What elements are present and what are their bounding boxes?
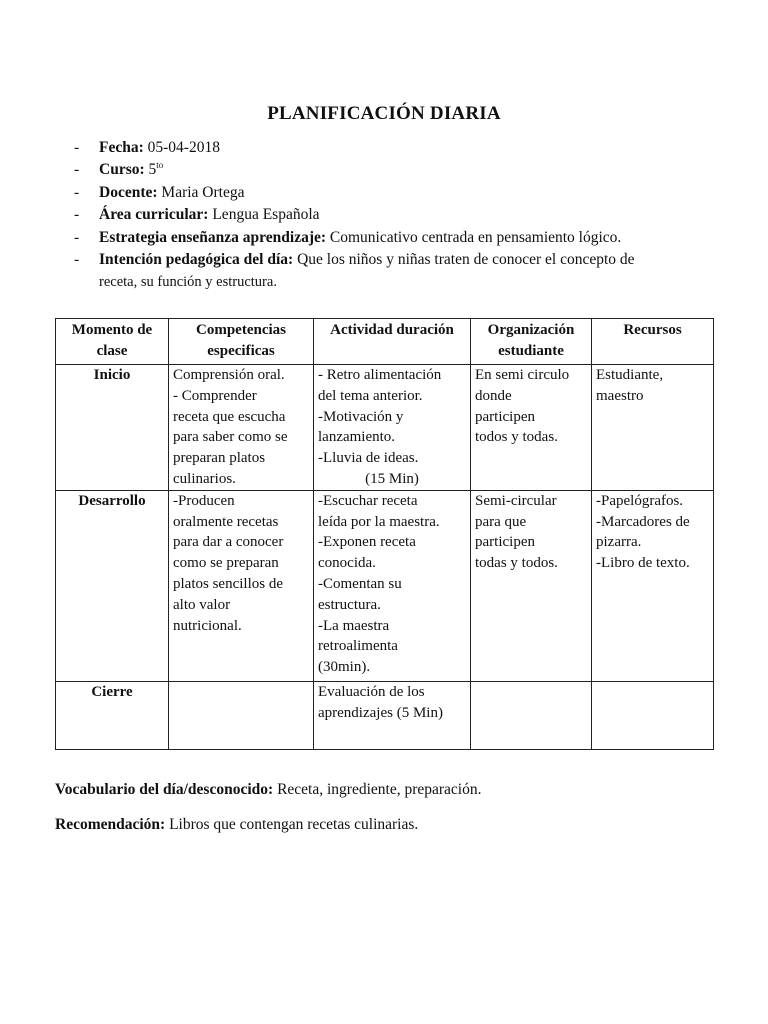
info-area: - Área curricular: Lengua Española bbox=[74, 206, 320, 224]
vocabulario-value: Receta, ingrediente, preparación. bbox=[277, 781, 482, 798]
cell-line: Semi-circular bbox=[475, 492, 557, 509]
cell-line: del tema anterior. bbox=[318, 387, 423, 404]
page-title: PLANIFICACIÓN DIARIA bbox=[267, 103, 501, 124]
table-header-row bbox=[56, 319, 714, 365]
area-value: Lengua Española bbox=[212, 206, 320, 224]
cell-line: donde bbox=[475, 387, 512, 404]
cell-line: todas y todos. bbox=[475, 555, 558, 572]
momento-desarrollo: Desarrollo bbox=[56, 490, 169, 681]
cell-line: Estudiante, bbox=[596, 367, 664, 383]
cell-line: - Comprender bbox=[173, 387, 257, 404]
organizacion-cierre bbox=[471, 681, 592, 749]
header-competencias: Competencias especificas bbox=[169, 319, 314, 365]
info-estrategia: - Estrategia enseñanza aprendizaje: Comunicativo centrada en pensamiento lógico. bbox=[74, 228, 622, 246]
actividad-desarrollo bbox=[314, 490, 471, 681]
estrategia-value: Comunicativo centrada en pensamiento lógico. bbox=[329, 228, 622, 246]
recomendacion-label: Recomendación: bbox=[55, 816, 166, 833]
table-row-inicio bbox=[56, 365, 714, 491]
table-row-cierre bbox=[56, 681, 714, 749]
cell-line: nutricional. bbox=[173, 617, 242, 634]
cell-line: -Exponen receta bbox=[318, 534, 416, 551]
header-momento: Momento de clase bbox=[56, 319, 169, 365]
competencias-inicio bbox=[169, 365, 314, 491]
cell-line: para dar a conocer bbox=[173, 534, 284, 551]
momento-cierre: Cierre bbox=[56, 681, 169, 749]
cell-line: -Marcadores de bbox=[596, 513, 690, 530]
cell-line: participen bbox=[475, 534, 535, 551]
cell-line: preparan platos bbox=[173, 450, 266, 467]
intencion-label: Intención pedagógica del día: bbox=[99, 251, 294, 269]
fecha-label: Fecha: bbox=[99, 139, 144, 156]
curso-label: Curso: bbox=[99, 161, 145, 179]
cell-line: maestro bbox=[596, 387, 644, 404]
header-recursos: Recursos bbox=[592, 319, 714, 365]
intencion-value-continued: receta, su función y estructura. bbox=[99, 274, 277, 291]
cell-line: lanzamiento. bbox=[318, 429, 396, 446]
vocabulario-line bbox=[55, 781, 715, 799]
planning-table bbox=[55, 318, 714, 750]
cell-line: Comprensión oral. bbox=[173, 367, 285, 383]
cell-line: conocida. bbox=[318, 555, 376, 572]
info-intencion: - Intención pedagógica del día: Que los niños y niñas traten de conocer el concepto de receta, su función y estructura. bbox=[74, 249, 714, 294]
header-organizacion: Organización estudiante bbox=[471, 319, 592, 365]
cell-line: -Producen bbox=[173, 492, 235, 509]
actividad-cierre bbox=[314, 681, 471, 749]
competencias-desarrollo bbox=[169, 490, 314, 681]
docente-label: Docente: bbox=[99, 183, 158, 201]
cell-line: Evaluación de los bbox=[318, 683, 425, 700]
cell-line: retroalimenta bbox=[318, 638, 398, 655]
vocabulario-label: Vocabulario del día/desconocido: bbox=[55, 781, 274, 798]
cell-line: alto valor bbox=[173, 596, 231, 613]
recursos-inicio bbox=[592, 365, 714, 491]
info-docente: - Docente: Maria Ortega bbox=[74, 183, 245, 201]
actividad-inicio-lines bbox=[318, 365, 466, 469]
competencias-cierre bbox=[169, 681, 314, 749]
curso-value: 5 bbox=[148, 161, 157, 179]
cell-line: -Lluvia de ideas. bbox=[318, 450, 419, 467]
cell-line: En semi circulo bbox=[475, 367, 570, 383]
info-curso: - Curso: $5^{to}$ bbox=[74, 160, 164, 179]
cell-line: como se preparan bbox=[173, 555, 279, 572]
curso-superscript: to bbox=[156, 160, 164, 171]
actividad-inicio bbox=[314, 365, 471, 491]
cell-line: leída por la maestra. bbox=[318, 513, 440, 530]
organizacion-inicio bbox=[471, 365, 592, 491]
header-info-list bbox=[74, 137, 714, 294]
recomendacion-line bbox=[55, 816, 715, 834]
info-fecha: - Fecha: 05-04-2018 bbox=[74, 139, 220, 156]
area-label: Área curricular: bbox=[99, 206, 209, 224]
actividad-inicio-time: (15 Min) bbox=[365, 470, 419, 487]
fecha-value: 05-04-2018 bbox=[147, 139, 220, 156]
docente-value: Maria Ortega bbox=[161, 183, 245, 201]
cell-line: aprendizajes (5 Min) bbox=[318, 704, 443, 721]
cell-line: -Libro de texto. bbox=[596, 555, 690, 572]
cell-line: -Escuchar receta bbox=[318, 492, 418, 509]
cell-line: (30min). bbox=[318, 659, 371, 676]
cell-line: para que bbox=[475, 513, 527, 530]
organizacion-desarrollo bbox=[471, 490, 592, 681]
cell-line: -Motivación y bbox=[318, 408, 404, 425]
recursos-desarrollo bbox=[592, 490, 714, 681]
cell-line: -Papelógrafos. bbox=[596, 492, 684, 509]
header-actividad: Actividad duración bbox=[314, 319, 471, 365]
cell-line: platos sencillos de bbox=[173, 575, 283, 592]
cell-line: - Retro alimentación bbox=[318, 367, 442, 383]
recomendacion-value: Libros que contengan recetas culinarias. bbox=[169, 816, 419, 833]
table-row-desarrollo bbox=[56, 490, 714, 681]
momento-inicio: Inicio bbox=[56, 365, 169, 491]
cell-line: receta que escucha bbox=[173, 408, 286, 425]
recursos-cierre bbox=[592, 681, 714, 749]
cell-line: para saber como se bbox=[173, 429, 288, 446]
cell-line: culinarios. bbox=[173, 470, 236, 487]
cell-line: -La maestra bbox=[318, 617, 390, 634]
cell-line: participen bbox=[475, 408, 535, 425]
cell-line: -Comentan su bbox=[318, 575, 402, 592]
cell-line: estructura. bbox=[318, 596, 381, 613]
cell-line: todos y todas. bbox=[475, 429, 558, 446]
cell-line: oralmente recetas bbox=[173, 513, 279, 530]
intencion-value: Que los niños y niñas traten de conocer el concepto de bbox=[297, 251, 635, 269]
estrategia-label: Estrategia enseñanza aprendizaje: bbox=[99, 228, 327, 246]
cell-line: pizarra. bbox=[596, 534, 642, 551]
